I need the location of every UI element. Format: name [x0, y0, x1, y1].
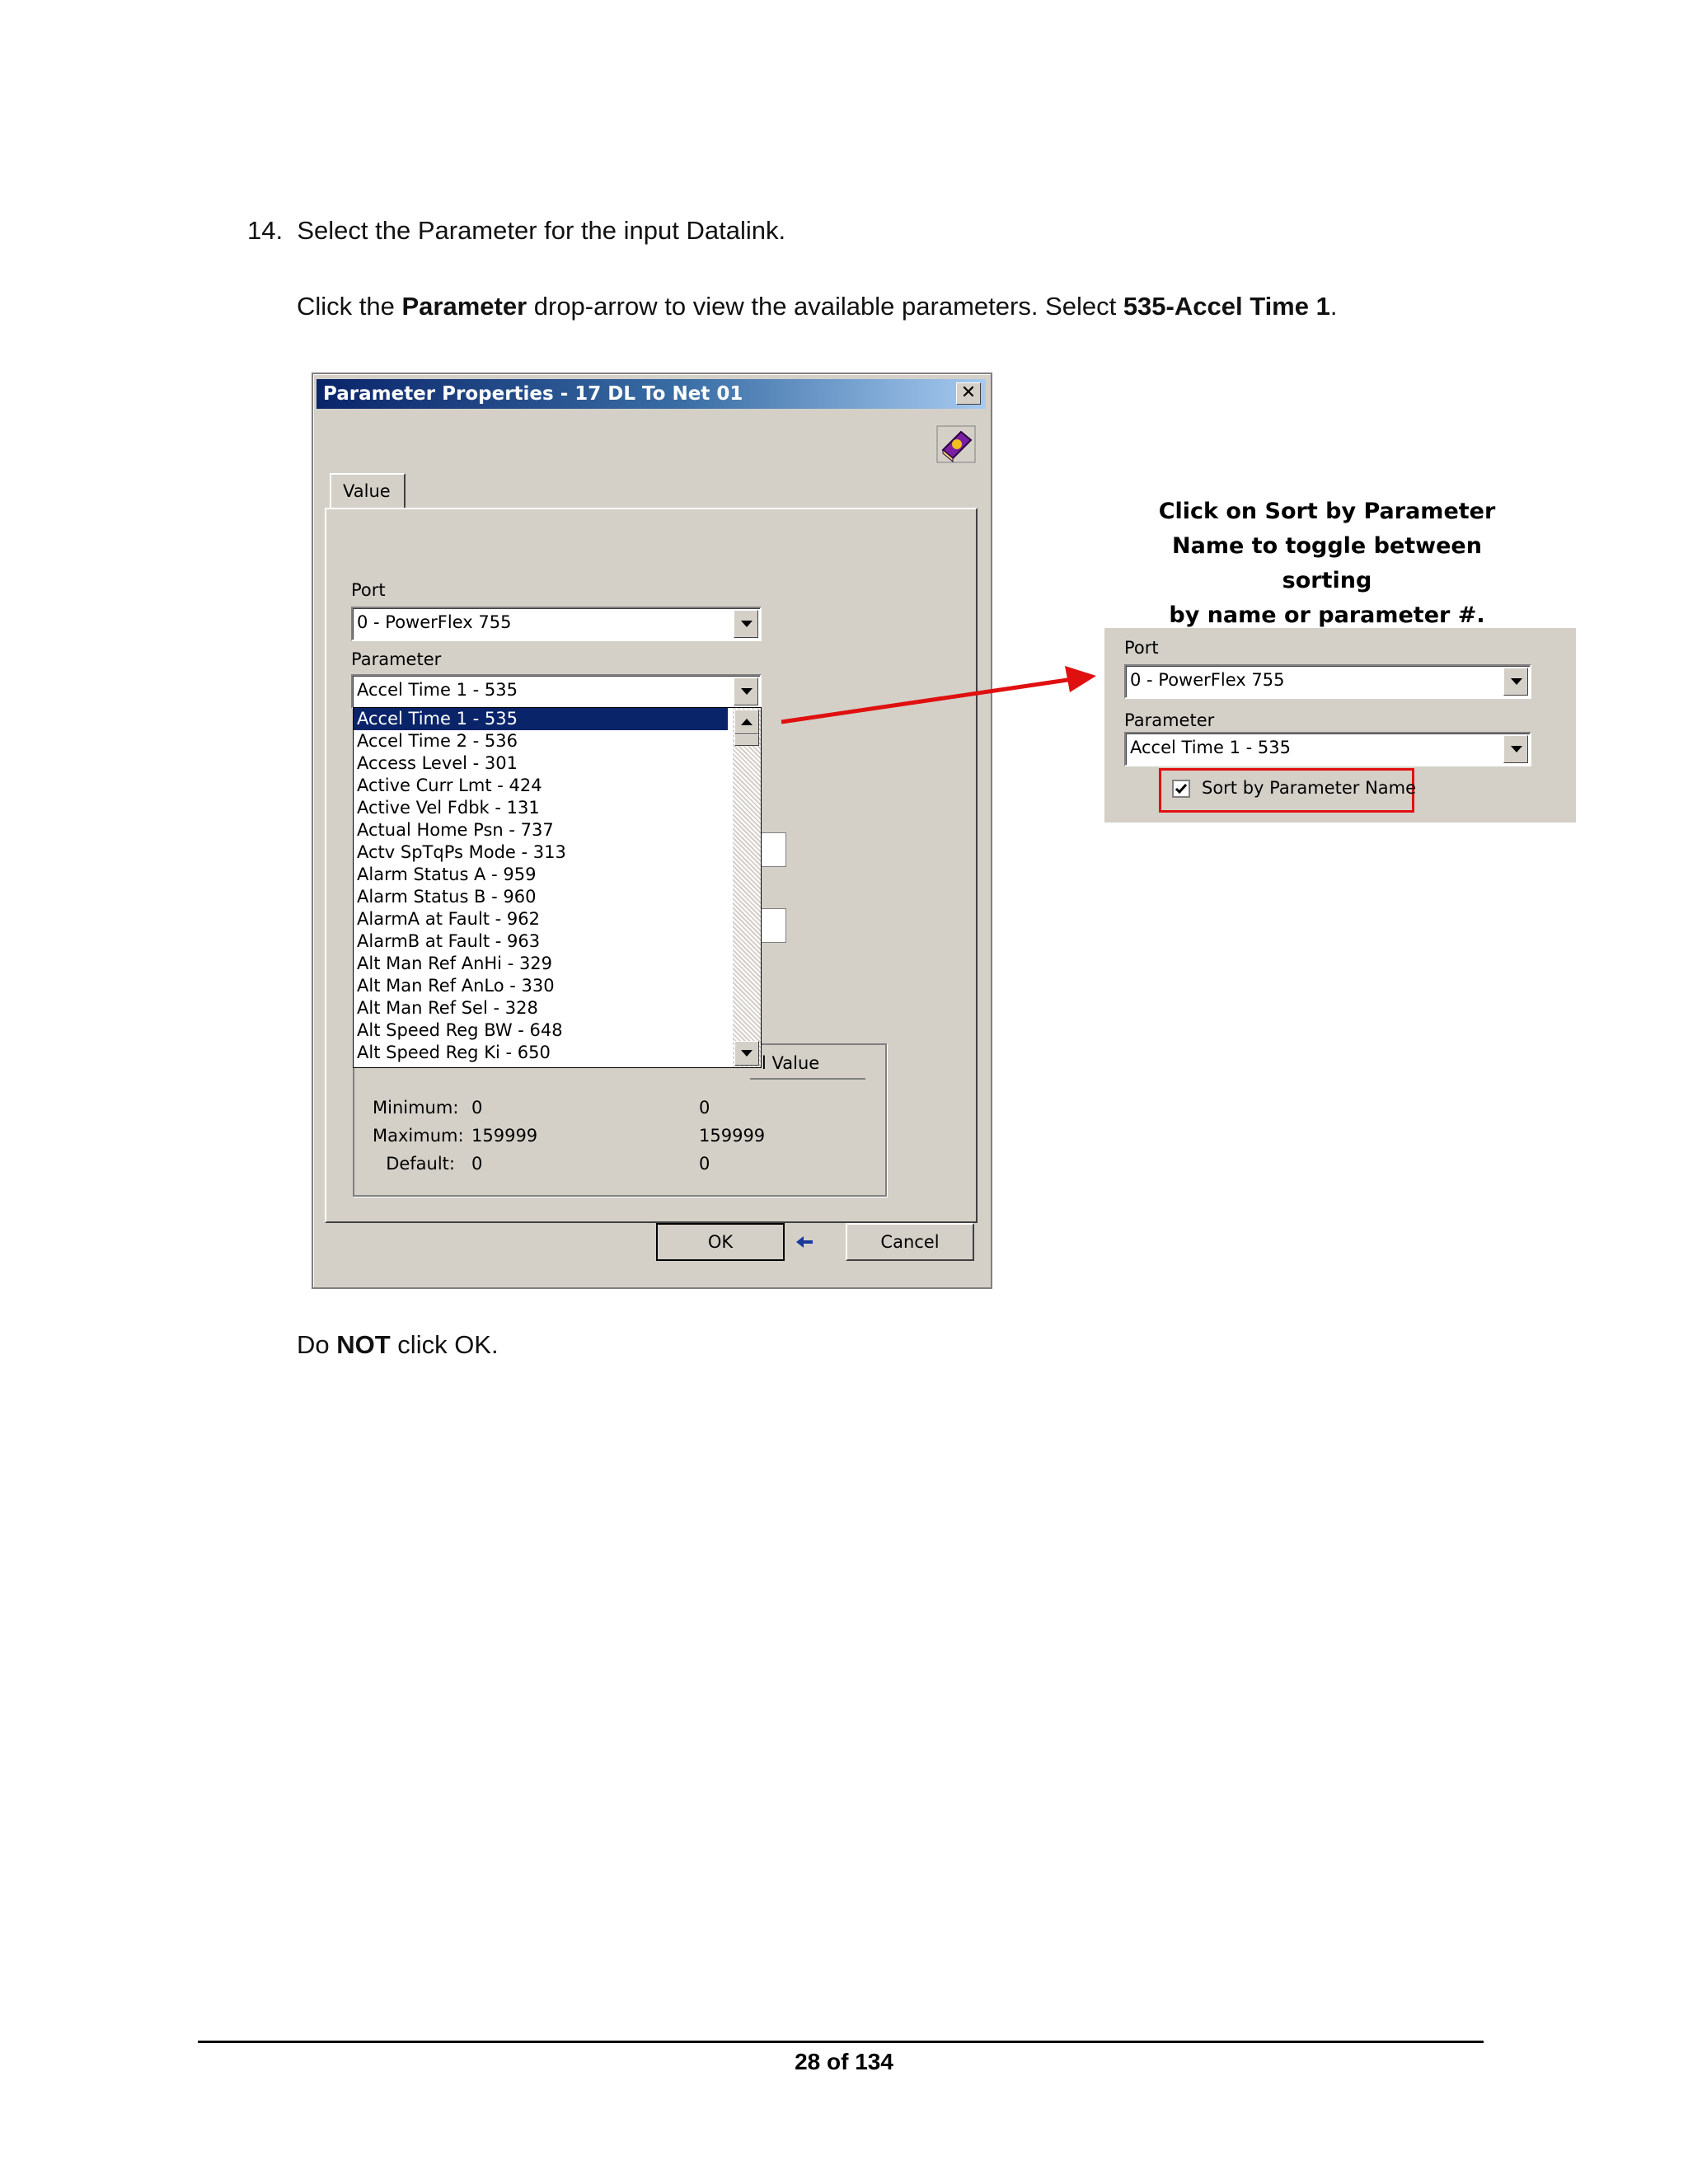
note-part2: click OK.	[390, 1330, 499, 1359]
checkmark-icon	[1174, 781, 1189, 796]
list-item[interactable]: AlarmB at Fault - 963	[357, 931, 541, 951]
pointer-arrow-icon	[795, 1235, 814, 1249]
callout-line-2: Name to toggle between sorting	[1172, 533, 1482, 593]
list-item[interactable]: Alarm Status A - 959	[357, 865, 537, 884]
sort-checkbox[interactable]	[1172, 780, 1190, 798]
port-dropdown-arrow-icon[interactable]	[734, 610, 758, 638]
scroll-down-arrow-icon	[735, 1042, 758, 1065]
scroll-down-button[interactable]	[734, 1041, 759, 1066]
cancel-button[interactable]: Cancel	[846, 1223, 974, 1261]
hidden-field-2	[758, 908, 786, 943]
scroll-up-button[interactable]	[734, 710, 759, 734]
dialog-titlebar[interactable]	[316, 379, 986, 409]
list-item[interactable]: AlarmA at Fault - 962	[357, 909, 541, 929]
scroll-thumb[interactable]	[734, 734, 759, 746]
list-item[interactable]: Alt Man Ref AnHi - 329	[357, 954, 553, 973]
close-button[interactable]: ✕	[956, 382, 981, 405]
list-item[interactable]: Alt Man Ref AnLo - 330	[357, 976, 555, 996]
note-text	[297, 1330, 499, 1360]
snippet-parameter-value: Accel Time 1 - 535	[1130, 738, 1291, 757]
help-book-icon[interactable]	[936, 425, 976, 463]
footer-rule	[198, 2041, 1484, 2043]
ok-button[interactable]: OK	[656, 1223, 785, 1261]
scroll-up-arrow-icon	[735, 710, 758, 733]
red-annotation-arrow	[775, 659, 1104, 742]
minimum-label: Minimum:	[373, 1098, 459, 1118]
step-number: 14.	[247, 216, 284, 245]
parameter-select-value: Accel Time 1 - 535	[357, 680, 518, 700]
sort-checkbox-label[interactable]: Sort by Parameter Name	[1202, 778, 1417, 798]
snippet-parameter-dropdown-arrow-icon[interactable]	[1503, 735, 1528, 763]
parameter-select[interactable]	[351, 674, 762, 709]
list-item[interactable]: Active Vel Fdbk - 131	[357, 798, 540, 818]
sort-option-snippet	[1104, 628, 1576, 823]
instruction-part1: Click the	[297, 292, 402, 321]
list-item[interactable]: Alt Man Ref Sel - 328	[357, 998, 538, 1018]
snippet-parameter-label: Parameter	[1124, 710, 1215, 730]
maximum-value: 159999	[471, 1126, 538, 1146]
tab-value-label: Value	[343, 481, 391, 501]
parameter-properties-dialog	[312, 373, 992, 1289]
snippet-port-dropdown-arrow-icon[interactable]	[1503, 668, 1528, 696]
value-column-header: l Value	[762, 1053, 820, 1073]
list-item-selected[interactable]: Accel Time 1 - 535	[354, 708, 728, 730]
maximum-internal-value: 159999	[699, 1126, 766, 1146]
list-item[interactable]: Accel Time 2 - 536	[357, 731, 518, 751]
list-scrollbar[interactable]	[733, 708, 761, 1067]
parameter-dropdown-list[interactable]	[353, 707, 762, 1068]
port-select[interactable]	[351, 607, 762, 641]
callout-line-1: Click on Sort by Parameter	[1158, 499, 1496, 524]
note-part1: Do	[297, 1330, 337, 1359]
snippet-port-value: 0 - PowerFlex 755	[1130, 670, 1285, 690]
list-item[interactable]: Actv SpTqPs Mode - 313	[357, 842, 566, 862]
default-internal-value: 0	[699, 1154, 710, 1174]
list-item[interactable]: Actual Home Psn - 737	[357, 820, 554, 840]
port-select-value: 0 - PowerFlex 755	[357, 612, 512, 632]
default-value: 0	[471, 1154, 483, 1174]
instruction-bold-parameter: Parameter	[401, 292, 528, 321]
minimum-internal-value: 0	[699, 1098, 710, 1118]
list-item[interactable]: Active Curr Lmt - 424	[357, 776, 542, 795]
instruction-bold-selection: 535-Accel Time 1	[1123, 292, 1330, 321]
value-header-divider	[750, 1078, 865, 1080]
page-number: 28 of 134	[795, 2049, 893, 2074]
list-item[interactable]: Alarm Status B - 960	[357, 887, 537, 907]
minimum-value: 0	[471, 1098, 483, 1118]
callout-text	[1137, 494, 1517, 633]
snippet-port-label: Port	[1124, 638, 1159, 658]
list-item[interactable]: Alt Speed Reg BW - 648	[357, 1020, 563, 1040]
instruction-text	[297, 292, 1337, 321]
step-title: Select the Parameter for the input Datalink.	[297, 216, 786, 245]
note-bold-not: NOT	[336, 1330, 391, 1359]
snippet-parameter-select[interactable]	[1124, 732, 1531, 766]
callout-line-3: by name or parameter #.	[1169, 602, 1485, 628]
hidden-field-1	[758, 832, 786, 867]
dialog-title: Parameter Properties - 17 DL To Net 01	[323, 383, 743, 405]
maximum-label: Maximum:	[373, 1126, 464, 1146]
port-label: Port	[351, 580, 386, 600]
tab-value[interactable]	[330, 473, 406, 509]
step-heading	[247, 216, 785, 246]
snippet-port-select[interactable]	[1124, 664, 1531, 699]
instruction-part2: drop-arrow to view the available parameters. Select	[527, 292, 1123, 321]
parameter-label: Parameter	[351, 649, 442, 669]
list-item[interactable]: Access Level - 301	[357, 753, 518, 773]
default-label: Default:	[386, 1154, 455, 1174]
parameter-dropdown-arrow-icon[interactable]	[734, 677, 758, 705]
list-item[interactable]: Alt Speed Reg Ki - 650	[357, 1043, 551, 1062]
instruction-part3: .	[1329, 292, 1338, 321]
